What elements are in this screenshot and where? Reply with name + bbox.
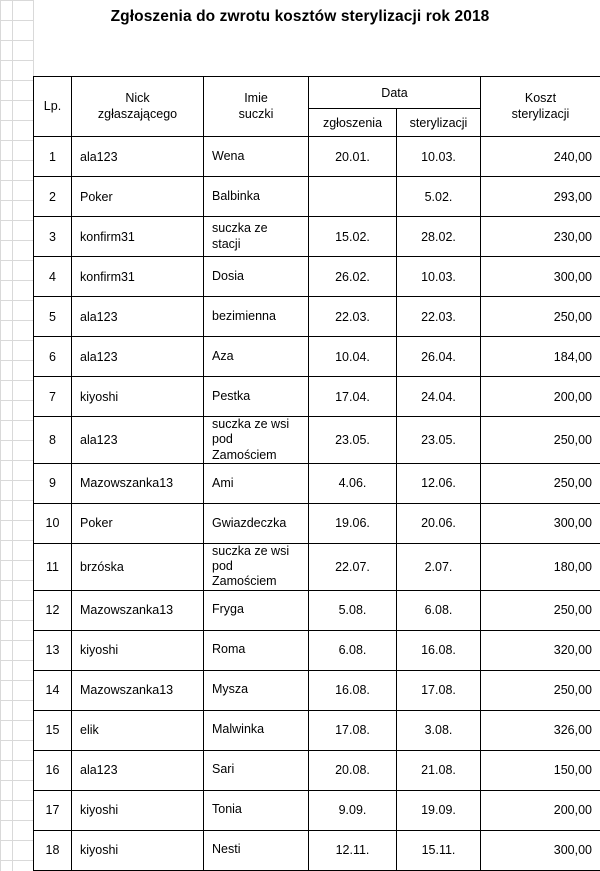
cell-lp: 2 bbox=[34, 177, 72, 217]
cell-nick: Mazowszanka13 bbox=[72, 590, 204, 630]
cell-imie: Aza bbox=[204, 337, 309, 377]
cell-zgloszenia: 6.08. bbox=[309, 630, 397, 670]
cell-sterylizacji: 24.04. bbox=[397, 377, 481, 417]
column-header-nick-line2: zgłaszającego bbox=[97, 106, 178, 121]
table-row bbox=[34, 377, 600, 417]
cell-nick: Poker bbox=[72, 503, 204, 543]
cell-koszt: 300,00 bbox=[481, 830, 600, 870]
cell-koszt: 293,00 bbox=[481, 177, 600, 217]
cell-imie: Mysza bbox=[204, 670, 309, 710]
cell-imie: suczka ze wsi pod Zamościem bbox=[204, 543, 309, 590]
cell-nick: ala123 bbox=[72, 337, 204, 377]
cell-zgloszenia: 17.04. bbox=[309, 377, 397, 417]
cell-sterylizacji: 16.08. bbox=[397, 630, 481, 670]
table-row bbox=[34, 257, 600, 297]
sterilization-table-container bbox=[33, 76, 600, 871]
cell-nick: kiyoshi bbox=[72, 790, 204, 830]
cell-sterylizacji: 5.02. bbox=[397, 177, 481, 217]
cell-nick: elik bbox=[72, 710, 204, 750]
table-row bbox=[34, 790, 600, 830]
cell-lp: 14 bbox=[34, 670, 72, 710]
table-row bbox=[34, 503, 600, 543]
table-row bbox=[34, 710, 600, 750]
cell-zgloszenia: 5.08. bbox=[309, 590, 397, 630]
cell-koszt: 150,00 bbox=[481, 750, 600, 790]
cell-nick: ala123 bbox=[72, 137, 204, 177]
cell-koszt: 200,00 bbox=[481, 377, 600, 417]
cell-imie: Wena bbox=[204, 137, 309, 177]
cell-koszt: 326,00 bbox=[481, 710, 600, 750]
cell-sterylizacji: 3.08. bbox=[397, 710, 481, 750]
cell-sterylizacji: 26.04. bbox=[397, 337, 481, 377]
column-header-koszt-line1: Koszt bbox=[524, 90, 557, 105]
cell-zgloszenia: 9.09. bbox=[309, 790, 397, 830]
cell-sterylizacji: 23.05. bbox=[397, 417, 481, 464]
cell-nick: ala123 bbox=[72, 417, 204, 464]
cell-sterylizacji: 10.03. bbox=[397, 137, 481, 177]
cell-lp: 18 bbox=[34, 830, 72, 870]
table-row bbox=[34, 590, 600, 630]
cell-zgloszenia: 10.04. bbox=[309, 337, 397, 377]
column-header-data: Data bbox=[309, 77, 481, 109]
table-row bbox=[34, 670, 600, 710]
cell-nick: kiyoshi bbox=[72, 830, 204, 870]
cell-koszt: 250,00 bbox=[481, 670, 600, 710]
table-row bbox=[34, 417, 600, 464]
cell-koszt: 250,00 bbox=[481, 417, 600, 464]
cell-zgloszenia bbox=[309, 177, 397, 217]
table-row bbox=[34, 177, 600, 217]
cell-imie: Pestka bbox=[204, 377, 309, 417]
table-row bbox=[34, 297, 600, 337]
cell-koszt: 184,00 bbox=[481, 337, 600, 377]
cell-koszt: 230,00 bbox=[481, 217, 600, 257]
cell-imie: suczka ze stacji bbox=[204, 217, 309, 257]
cell-sterylizacji: 15.11. bbox=[397, 830, 481, 870]
cell-nick: Mazowszanka13 bbox=[72, 463, 204, 503]
cell-koszt: 300,00 bbox=[481, 257, 600, 297]
cell-zgloszenia: 17.08. bbox=[309, 710, 397, 750]
table-row bbox=[34, 543, 600, 590]
cell-zgloszenia: 15.02. bbox=[309, 217, 397, 257]
cell-zgloszenia: 19.06. bbox=[309, 503, 397, 543]
cell-imie: Dosia bbox=[204, 257, 309, 297]
column-header-imie-line2: suczki bbox=[238, 106, 274, 121]
cell-sterylizacji: 17.08. bbox=[397, 670, 481, 710]
cell-lp: 17 bbox=[34, 790, 72, 830]
cell-koszt: 180,00 bbox=[481, 543, 600, 590]
cell-zgloszenia: 23.05. bbox=[309, 417, 397, 464]
cell-lp: 5 bbox=[34, 297, 72, 337]
cell-zgloszenia: 22.07. bbox=[309, 543, 397, 590]
cell-lp: 4 bbox=[34, 257, 72, 297]
table-header bbox=[34, 77, 600, 137]
cell-lp: 7 bbox=[34, 377, 72, 417]
cell-lp: 16 bbox=[34, 750, 72, 790]
column-header-lp: Lp. bbox=[34, 77, 72, 137]
cell-imie: Sari bbox=[204, 750, 309, 790]
cell-nick: ala123 bbox=[72, 750, 204, 790]
cell-imie: Balbinka bbox=[204, 177, 309, 217]
sterilization-table bbox=[33, 76, 600, 871]
cell-lp: 12 bbox=[34, 590, 72, 630]
cell-lp: 9 bbox=[34, 463, 72, 503]
cell-koszt: 250,00 bbox=[481, 463, 600, 503]
cell-sterylizacji: 19.09. bbox=[397, 790, 481, 830]
cell-sterylizacji: 20.06. bbox=[397, 503, 481, 543]
column-header-imie bbox=[204, 77, 309, 137]
cell-sterylizacji: 28.02. bbox=[397, 217, 481, 257]
cell-nick: konfirm31 bbox=[72, 217, 204, 257]
cell-zgloszenia: 4.06. bbox=[309, 463, 397, 503]
cell-sterylizacji: 10.03. bbox=[397, 257, 481, 297]
cell-zgloszenia: 12.11. bbox=[309, 830, 397, 870]
cell-koszt: 250,00 bbox=[481, 297, 600, 337]
cell-nick: Poker bbox=[72, 177, 204, 217]
table-row bbox=[34, 337, 600, 377]
cell-zgloszenia: 20.08. bbox=[309, 750, 397, 790]
cell-sterylizacji: 6.08. bbox=[397, 590, 481, 630]
cell-sterylizacji: 21.08. bbox=[397, 750, 481, 790]
cell-imie: Ami bbox=[204, 463, 309, 503]
table-body bbox=[34, 137, 600, 871]
column-header-koszt-line2: sterylizacji bbox=[511, 106, 570, 121]
table-row bbox=[34, 630, 600, 670]
cell-lp: 6 bbox=[34, 337, 72, 377]
cell-sterylizacji: 12.06. bbox=[397, 463, 481, 503]
column-header-nick bbox=[72, 77, 204, 137]
cell-zgloszenia: 22.03. bbox=[309, 297, 397, 337]
cell-nick: konfirm31 bbox=[72, 257, 204, 297]
cell-lp: 15 bbox=[34, 710, 72, 750]
cell-sterylizacji: 22.03. bbox=[397, 297, 481, 337]
cell-nick: Mazowszanka13 bbox=[72, 670, 204, 710]
cell-sterylizacji: 2.07. bbox=[397, 543, 481, 590]
cell-imie: Malwinka bbox=[204, 710, 309, 750]
cell-imie: suczka ze wsi pod Zamościem bbox=[204, 417, 309, 464]
cell-koszt: 240,00 bbox=[481, 137, 600, 177]
cell-nick: brzóska bbox=[72, 543, 204, 590]
table-row bbox=[34, 137, 600, 177]
column-header-data-zgloszenia: zgłoszenia bbox=[309, 109, 397, 137]
cell-imie: Roma bbox=[204, 630, 309, 670]
cell-imie: Tonia bbox=[204, 790, 309, 830]
cell-nick: kiyoshi bbox=[72, 630, 204, 670]
cell-lp: 13 bbox=[34, 630, 72, 670]
cell-nick: ala123 bbox=[72, 297, 204, 337]
cell-lp: 1 bbox=[34, 137, 72, 177]
cell-lp: 10 bbox=[34, 503, 72, 543]
column-header-imie-line1: Imie bbox=[244, 90, 268, 105]
cell-koszt: 200,00 bbox=[481, 790, 600, 830]
table-row bbox=[34, 830, 600, 870]
table-row bbox=[34, 463, 600, 503]
cell-lp: 8 bbox=[34, 417, 72, 464]
table-row bbox=[34, 217, 600, 257]
cell-lp: 3 bbox=[34, 217, 72, 257]
cell-imie: bezimienna bbox=[204, 297, 309, 337]
spreadsheet-margin-grid bbox=[0, 0, 33, 871]
cell-koszt: 300,00 bbox=[481, 503, 600, 543]
cell-lp: 11 bbox=[34, 543, 72, 590]
cell-koszt: 320,00 bbox=[481, 630, 600, 670]
table-row bbox=[34, 750, 600, 790]
column-header-data-sterylizacji: sterylizacji bbox=[397, 109, 481, 137]
cell-koszt: 250,00 bbox=[481, 590, 600, 630]
cell-imie: Nesti bbox=[204, 830, 309, 870]
cell-zgloszenia: 20.01. bbox=[309, 137, 397, 177]
cell-nick: kiyoshi bbox=[72, 377, 204, 417]
cell-imie: Gwiazdeczka bbox=[204, 503, 309, 543]
column-header-koszt bbox=[481, 77, 600, 137]
cell-imie: Fryga bbox=[204, 590, 309, 630]
column-header-nick-line1: Nick bbox=[125, 90, 150, 105]
cell-zgloszenia: 26.02. bbox=[309, 257, 397, 297]
page-title: Zgłoszenia do zwrotu kosztów sterylizacji rok 2018 bbox=[110, 8, 490, 25]
cell-zgloszenia: 16.08. bbox=[309, 670, 397, 710]
